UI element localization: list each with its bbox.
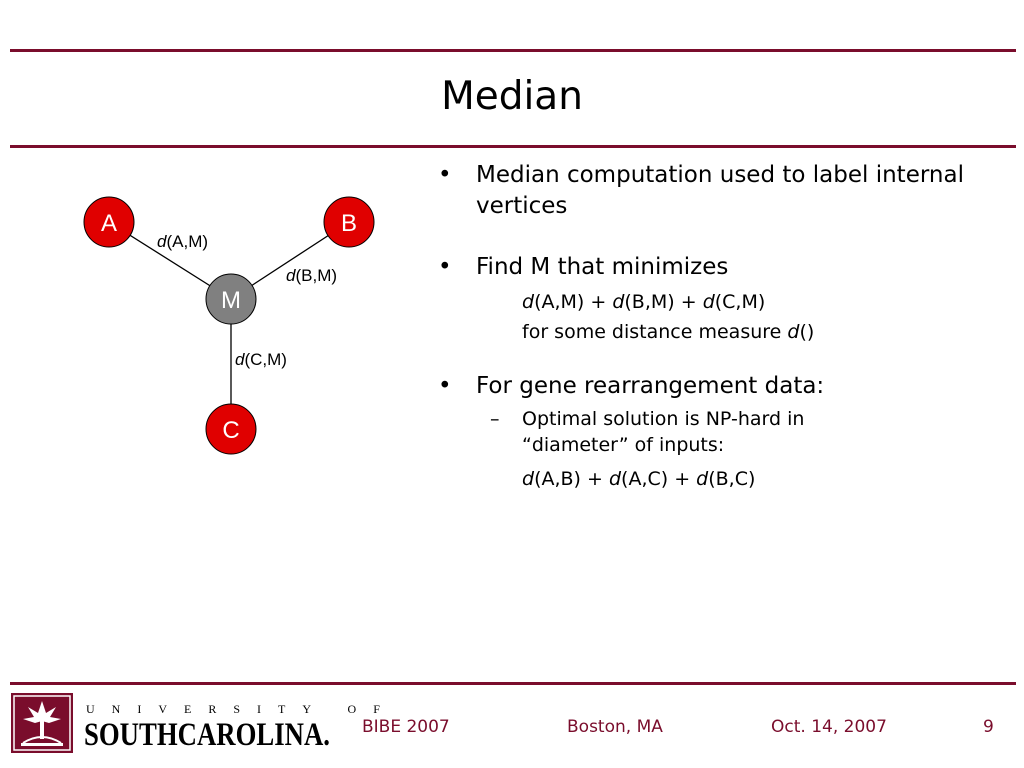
formula-term: d <box>612 291 625 313</box>
footer-page-number: 9 <box>983 717 994 737</box>
node-m <box>206 274 256 324</box>
formula-minimize <box>438 289 998 315</box>
edge-label-b-m: d(B,M) <box>286 266 338 285</box>
bullet-text-3: For gene rearrangement data: <box>476 373 825 399</box>
footer-rule <box>10 682 1016 685</box>
formula-term: (B,C) <box>708 468 756 490</box>
node-b <box>324 197 374 247</box>
university-of-south-carolina-wordmark <box>84 700 397 753</box>
edge-label-c-m: d(C,M) <box>235 350 287 369</box>
bullet-dot: • <box>438 162 452 188</box>
bullet-text-2: Find M that minimizes <box>476 254 729 280</box>
formula-term: (A,C) + <box>621 468 697 490</box>
node-a-label: A <box>100 210 118 237</box>
node-a <box>84 197 134 247</box>
measure-func: d <box>787 321 800 343</box>
footer-location: Boston, MA <box>567 717 663 737</box>
footer-date: Oct. 14, 2007 <box>771 717 887 737</box>
sub-bullet-text: Optimal solution is NP-hard in “diameter” of inputs: <box>522 408 805 456</box>
bullet-list <box>438 160 998 492</box>
bullet-dot: • <box>438 254 452 280</box>
formula-term: d <box>522 291 535 313</box>
node-m-label: M <box>221 287 241 314</box>
slide-title: Median <box>441 74 583 119</box>
sub-bullet-item <box>438 406 882 458</box>
node-c <box>206 404 256 454</box>
bullet-dot: • <box>438 373 452 399</box>
formula-term: d <box>608 468 622 490</box>
bullet-text-1: Median computation used to label internal vertices <box>476 162 964 219</box>
formula-term: (A,B) + <box>534 468 609 490</box>
svg-text:SOUTHCAROLINA.: SOUTHCAROLINA. <box>84 717 330 753</box>
formula-diameter <box>438 466 998 492</box>
formula-term: d <box>696 468 709 490</box>
bullet-item <box>438 252 998 283</box>
bullet-item <box>438 160 998 222</box>
distance-measure-note <box>438 319 998 345</box>
svg-text:UNIVERSITY OF: UNIVERSITY OF <box>86 702 397 716</box>
node-b-label: B <box>340 210 358 237</box>
median-tree-diagram <box>0 0 420 480</box>
edge-label-a-m: d(A,M) <box>157 232 209 251</box>
university-seal-logo <box>11 693 73 753</box>
formula-term: (A,M) + <box>534 291 613 313</box>
bullet-item <box>438 371 998 402</box>
formula-term: (B,M) + <box>624 291 703 313</box>
measure-paren: () <box>799 321 815 343</box>
sub-bullet-dash: – <box>490 408 500 430</box>
measure-text: for some distance measure <box>522 321 788 343</box>
footer-conference: BIBE 2007 <box>362 717 450 737</box>
formula-term: d <box>702 291 715 313</box>
formula-term: d <box>522 468 535 490</box>
node-c-label: C <box>222 417 240 444</box>
formula-term: (C,M) <box>714 291 766 313</box>
footer <box>0 690 1024 760</box>
